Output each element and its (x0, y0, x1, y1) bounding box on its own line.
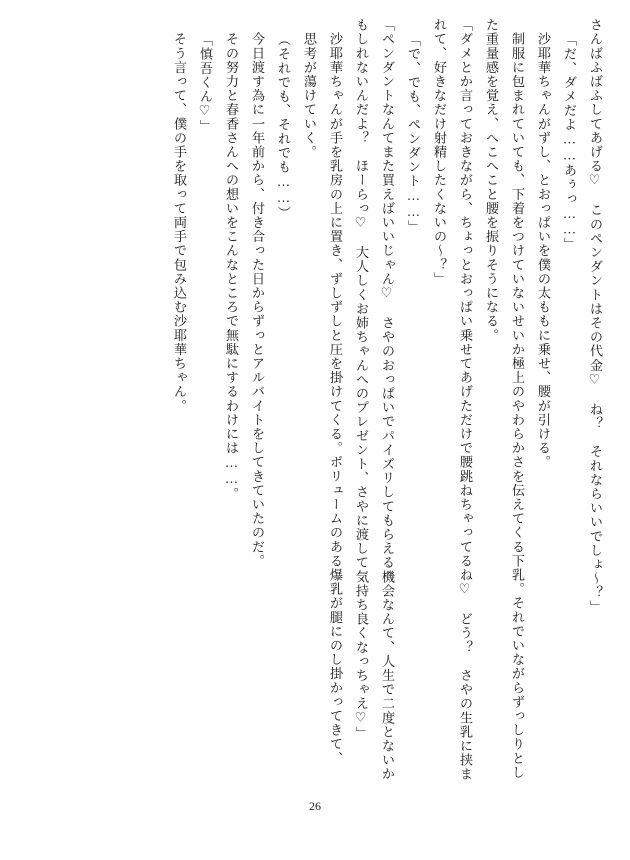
text-line: 沙耶華ちゃんがずし、とおっぱいを僕の太ももに乗せ、腰が引ける。 (536, 18, 551, 470)
text-line: さんばふばふしてあげる♡ このペンダントはその代金♡ ね？ それならいいでしょ～？」 (588, 18, 603, 614)
text-line: 「で、でも、ペンダント……」 (406, 33, 421, 234)
vertical-text-body (28, 18, 602, 788)
text-line: た重量感を覚え、へこへこと腰を振りそうになる。 (484, 18, 499, 343)
text-line: もしれないんだよ？ ほーらっ♡ 大人しくお姉ちゃんへのプレゼント、さやに渡して気持ち良くなっちゃえ♡」 (354, 18, 369, 741)
text-line: その努力と春香さんへの想いをこんなところで無駄にするわけには……。 (224, 18, 239, 501)
text-line: れて、好きなだけ射精したくないの～？」 (432, 18, 447, 286)
text-line: （それでも、それでも……） (276, 33, 291, 220)
text-line: 「だ、ダメだよ……あぅっ……」 (562, 33, 577, 252)
text-line: 「慎吾くん♡」 (198, 33, 213, 134)
text-line: 「ダメとか言っておきながら、ちょっとおっぱい乗せてあげただけで腰跳ねちゃってるね♡ どう？ さやの生乳に挟ま (458, 18, 473, 782)
text-line: 「ペンダントなんてまた買えばいいじゃん♡ さやのおっぱいでパイズリしてもらえる機会なんて、人生で二度とないか (380, 18, 395, 782)
text-line: 制服に包まれていても、下着をつけていないせいか極上のやわらかさを伝えてくる下乳。それでいながらずっしりとし (510, 18, 525, 780)
text-line: 今日渡す為に一年前から、付き合った日からずっとアルバイトをしてきていたのだ。 (250, 18, 265, 568)
text-line: そう言って、僕の手を取って両手で包み込む沙耶華ちゃん。 (172, 18, 187, 413)
text-line: 思考が蕩けていく。 (302, 18, 317, 159)
page-number: 26 (309, 799, 321, 813)
text-line: 沙耶華ちゃんが手を乳房の上に置き、ずしずしと圧を掛けてくる。ボリュームのある爆乳が腿にのし掛かってきて、 (328, 18, 343, 766)
